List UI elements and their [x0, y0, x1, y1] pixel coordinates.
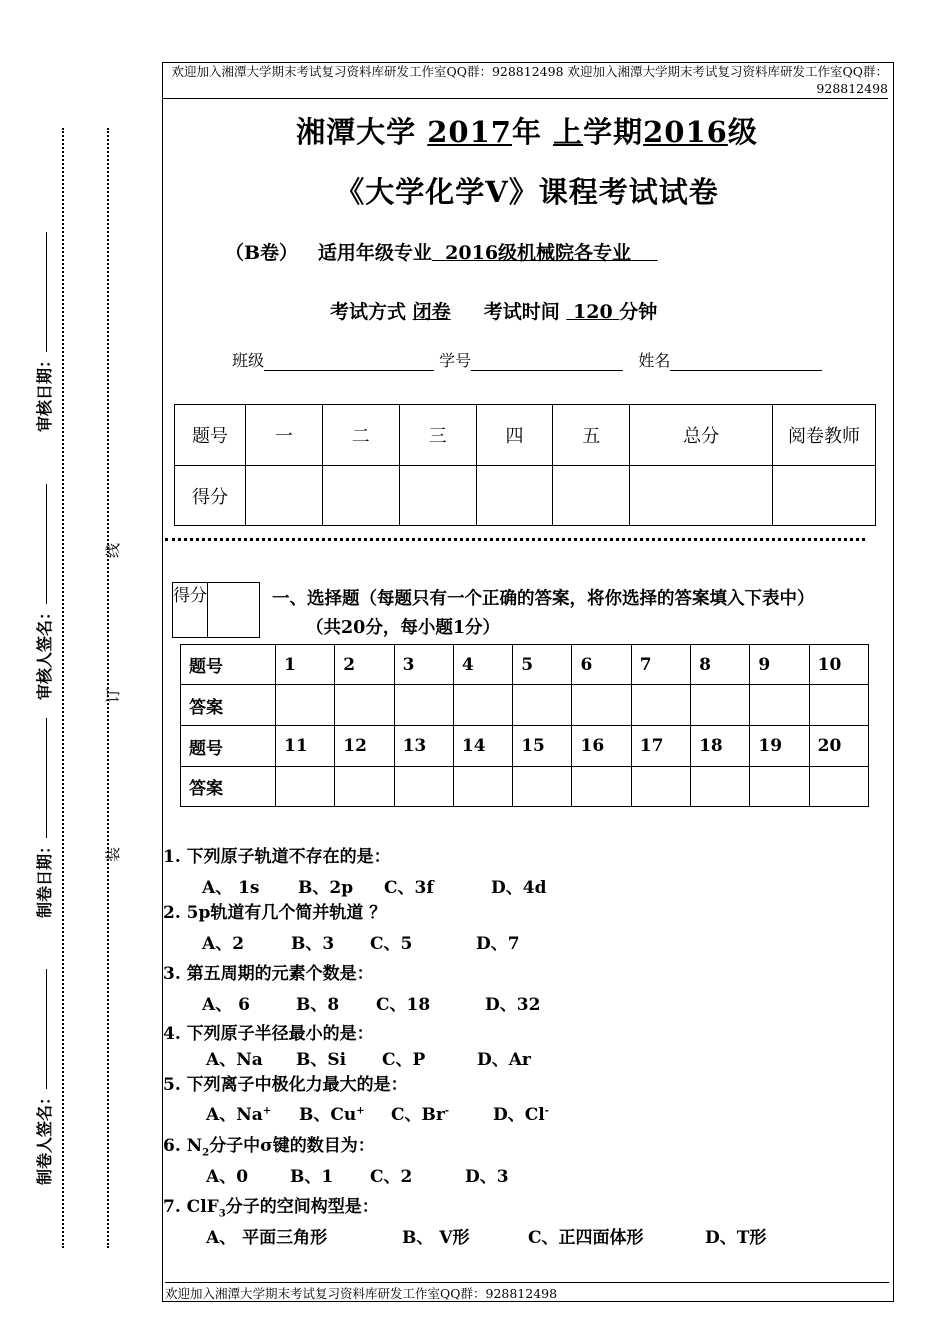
q4-option-c: C、P [382, 1050, 426, 1070]
q-num: 9 [750, 645, 809, 685]
maker-sign-text: 制卷人签名： [35, 1088, 54, 1185]
score-cell[interactable] [476, 466, 553, 526]
q2-option-d: D、7 [476, 934, 520, 954]
answer-cell[interactable] [276, 685, 335, 726]
q-num: 14 [453, 726, 512, 767]
exam-mode-label: 考试方式 [330, 301, 407, 323]
score-col-label: 题号 [175, 405, 246, 466]
q5-option-d-text: D、Cl [493, 1105, 545, 1125]
answer-cell[interactable] [809, 685, 868, 726]
q-label: 题号 [181, 645, 276, 685]
score-row-label: 得分 [175, 466, 246, 526]
score-cell[interactable] [630, 466, 773, 526]
q7-stem-post: 分子的空间构型是： [225, 1197, 379, 1217]
question-2: 2. 5p轨道有几个简并轨道 ？ [163, 903, 387, 923]
question-4: 4. 下列原子半径最小的是： [163, 1024, 374, 1044]
student-id-field[interactable] [471, 352, 623, 371]
reviewer-date-text: 审核日期： [35, 351, 54, 432]
answer-cell[interactable] [335, 767, 394, 807]
question-3: 3. 第五周期的元素个数是： [163, 964, 374, 984]
reviewer-date-label [32, 232, 55, 432]
school-name: 湘潭大学 [296, 115, 417, 149]
q7-option-b: B、 V形 [402, 1228, 470, 1248]
reviewer-sign-label [32, 484, 55, 700]
question-7 [163, 1192, 379, 1219]
q1-option-a: A、 1s [202, 878, 260, 898]
q2-option-b: B、3 [291, 934, 335, 954]
q-num: 8 [691, 645, 750, 685]
cut-mark-ding: 订 [104, 687, 122, 703]
answer-cell[interactable] [513, 767, 572, 807]
q3-option-d: D、32 [485, 995, 541, 1015]
maker-sign-field[interactable] [45, 969, 47, 1089]
year: 2017 [427, 115, 512, 149]
q6-option-a: A、0 [206, 1167, 249, 1187]
score-cell[interactable] [399, 466, 476, 526]
q-num: 11 [276, 726, 335, 767]
section-score-label: 得分 [173, 583, 208, 637]
q-num: 16 [572, 726, 631, 767]
q6-option-c: C、2 [370, 1167, 413, 1187]
exam-mode-line [330, 297, 657, 324]
answer-cell[interactable] [572, 767, 631, 807]
q3-option-a: A、 6 [202, 995, 250, 1015]
paper-info-line [225, 238, 658, 265]
a-label: 答案 [181, 685, 276, 726]
dotted-divider [165, 538, 865, 541]
q2-option-a: A、2 [202, 934, 245, 954]
q5-option-b-charge: + [356, 1105, 365, 1117]
q-num: 3 [394, 645, 453, 685]
q1-option-b: B、2p [298, 878, 354, 898]
maker-date-text: 制卷日期： [35, 837, 54, 918]
answer-cell[interactable] [691, 767, 750, 807]
q3-option-c: C、18 [376, 995, 431, 1015]
q-num: 6 [572, 645, 631, 685]
q-num: 2 [335, 645, 394, 685]
q6-stem-post: 分子中σ键的数目为： [209, 1136, 375, 1156]
reviewer-sign-text: 审核人签名： [35, 603, 54, 700]
section-score-box [172, 582, 260, 638]
q-num: 13 [394, 726, 453, 767]
score-col-1: 一 [246, 405, 323, 466]
reviewer-date-field[interactable] [45, 232, 47, 352]
q7-option-c: C、正四面体形 [528, 1228, 644, 1248]
score-col-2: 二 [322, 405, 399, 466]
answer-cell[interactable] [335, 685, 394, 726]
binding-line-outer [62, 128, 64, 1248]
answer-cell[interactable] [691, 685, 750, 726]
q-num: 4 [453, 645, 512, 685]
paper-type: （B卷） [225, 242, 299, 264]
answer-cell[interactable] [453, 767, 512, 807]
question-1: 1. 下列原子轨道不存在的是： [163, 847, 391, 867]
term: 上 [553, 115, 584, 149]
answer-cell[interactable] [276, 767, 335, 807]
exam-time-label: 考试时间 [483, 301, 560, 323]
answer-cell[interactable] [513, 685, 572, 726]
q-num: 19 [750, 726, 809, 767]
q6-stem-sub: 2 [202, 1147, 210, 1159]
q5-option-a [206, 1100, 271, 1125]
exam-title-course: 《大学化学Ⅴ》课程考试试卷 [335, 175, 719, 209]
q7-stem-pre: 7. ClF [163, 1197, 219, 1217]
grade-major-value [432, 242, 658, 264]
q5-option-c-charge: - [444, 1105, 450, 1117]
answer-cell[interactable] [631, 767, 690, 807]
score-table [174, 404, 876, 526]
maker-date-label [32, 718, 55, 918]
q5-option-c-text: C、Br [391, 1105, 445, 1125]
score-cell[interactable] [322, 466, 399, 526]
student-info-line [232, 348, 822, 371]
answer-cell[interactable] [750, 767, 809, 807]
footer-note: 欢迎加入湘潭大学期末考试复习资料库研发工作室QQ群：928812498 [165, 1282, 889, 1302]
q-label: 题号 [181, 726, 276, 767]
grade-major-text: 2016级机械院各专业 [445, 242, 632, 264]
q5-option-d [493, 1100, 549, 1125]
grade-suffix: 级 [727, 115, 758, 149]
q5-option-b [299, 1100, 365, 1125]
q7-option-d: D、T形 [705, 1228, 767, 1248]
q-num: 17 [631, 726, 690, 767]
score-col-5: 五 [553, 405, 630, 466]
q2-option-c: C、5 [370, 934, 413, 954]
answer-cell[interactable] [394, 767, 453, 807]
grade: 2016 [643, 115, 728, 149]
q-num: 7 [631, 645, 690, 685]
answer-cell[interactable] [750, 685, 809, 726]
answer-cell[interactable] [631, 685, 690, 726]
student-id-label: 学号 [439, 351, 472, 370]
maker-sign-label [32, 969, 55, 1185]
q-num: 15 [513, 726, 572, 767]
exam-time-value [566, 301, 619, 323]
answer-table-row [181, 685, 869, 726]
answer-cell[interactable] [809, 767, 868, 807]
q5-option-c [391, 1100, 449, 1125]
q-num: 10 [809, 645, 868, 685]
class-label: 班级 [232, 351, 265, 370]
score-col-grader: 阅卷教师 [773, 405, 876, 466]
answer-cell[interactable] [453, 685, 512, 726]
q4-option-a: A、Na [206, 1050, 263, 1070]
score-cell[interactable] [553, 466, 630, 526]
class-field[interactable] [264, 352, 434, 371]
q5-option-a-charge: + [262, 1105, 272, 1117]
section1-heading [272, 585, 815, 643]
header-note: 欢迎加入湘潭大学期末考试复习资料库研发工作室QQ群：928812498 欢迎加入湘潭大学期末考试复习资料库研发工作室QQ群：928812498 [162, 63, 888, 99]
reviewer-sign-field[interactable] [45, 484, 47, 604]
q1-option-c: C、3f [384, 878, 434, 898]
exam-mode-value: 闭卷 [412, 301, 451, 323]
answer-table-row [181, 645, 869, 685]
q6-option-d: D、3 [465, 1167, 509, 1187]
q-num: 5 [513, 645, 572, 685]
exam-time-number: 120 [573, 301, 613, 323]
answer-table-row [181, 767, 869, 807]
section1-title: 一、选择题（每题只有一个正确的答案，将你选择的答案填入下表中） [272, 589, 815, 609]
score-col-4: 四 [476, 405, 553, 466]
q-num: 20 [809, 726, 868, 767]
q5-option-b-text: B、Cu [299, 1105, 357, 1125]
q3-option-b: B、8 [296, 995, 340, 1015]
q6-option-b: B、1 [290, 1167, 334, 1187]
q6-stem-pre: 6. N [163, 1136, 203, 1156]
score-cell[interactable] [773, 466, 876, 526]
term-suffix: 学期 [583, 115, 644, 149]
q-num: 1 [276, 645, 335, 685]
q-num: 18 [691, 726, 750, 767]
answer-cell[interactable] [394, 685, 453, 726]
q7-option-a: A、 平面三角形 [206, 1228, 328, 1248]
grade-major-label: 适用年级专业 [317, 242, 432, 264]
q1-option-d: D、4d [491, 878, 547, 898]
name-label: 姓名 [638, 351, 671, 370]
answer-cell[interactable] [572, 685, 631, 726]
q4-option-b: B、Si [296, 1050, 347, 1070]
answer-table-row [181, 726, 869, 767]
q-num: 12 [335, 726, 394, 767]
name-field[interactable] [670, 352, 822, 371]
a-label: 答案 [181, 767, 276, 807]
q4-option-d: D、Ar [477, 1050, 531, 1070]
score-col-total: 总分 [630, 405, 773, 466]
q5-option-d-charge: - [544, 1105, 549, 1117]
maker-date-field[interactable] [45, 718, 47, 838]
question-5: 5. 下列离子中极化力最大的是： [163, 1075, 408, 1095]
q7-stem-sub: 3 [218, 1208, 226, 1220]
question-6 [163, 1131, 375, 1158]
score-cell[interactable] [246, 466, 323, 526]
score-col-3: 三 [399, 405, 476, 466]
answer-table [180, 644, 869, 807]
cut-mark-zhuang: 装 [104, 846, 122, 862]
exam-title-line1 [162, 110, 892, 151]
section1-subtitle: （共20分，每小题1分） [306, 618, 501, 638]
year-suffix: 年 [511, 115, 542, 149]
cut-mark-line: 线 [104, 542, 122, 558]
q5-option-a-text: A、Na [206, 1105, 263, 1125]
exam-time-unit: 分钟 [619, 301, 658, 323]
